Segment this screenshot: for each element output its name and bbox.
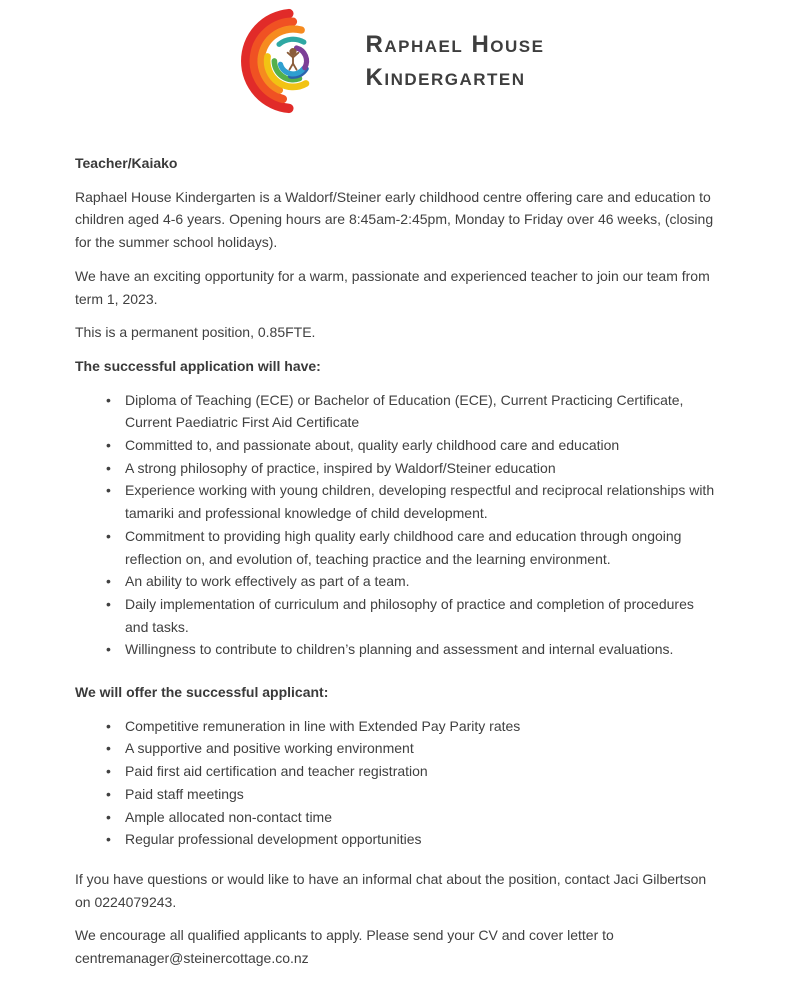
child-head xyxy=(290,49,295,54)
list-item: • An ability to work effectively as part of a team. xyxy=(75,570,717,593)
list-item: • Commitment to providing high quality early childhood care and education through ongoing reflection on, and evolution of, teaching practice and the learning environment. xyxy=(75,525,717,570)
list-item: • Competitive remuneration in line with Extended Pay Parity rates xyxy=(75,715,717,738)
offer-list xyxy=(75,715,717,851)
child-leg-right xyxy=(293,64,297,70)
list-item: • Willingness to contribute to children’s planning and assessment and internal evaluations. xyxy=(75,638,717,661)
requirements-list xyxy=(75,389,717,661)
document-body xyxy=(75,120,717,970)
job-title: Teacher/Kaiako xyxy=(75,155,178,171)
list-item: • Diploma of Teaching (ECE) or Bachelor of Education (ECE), Current Practicing Certificate, Current Paediatric First Aid Certificate xyxy=(75,389,717,434)
intro-paragraph: Raphael House Kindergarten is a Waldorf/Steiner early childhood centre offering care and education to children aged 4-6 years. Opening hours are 8:45am-2:45pm, Monday to Friday over 46 weeks, (closing for the summer school holidays). xyxy=(75,188,714,251)
child-figure-icon xyxy=(287,49,298,70)
logo-text xyxy=(366,28,545,94)
list-item: • Paid staff meetings xyxy=(75,783,717,806)
contact-paragraph: If you have questions or would like to have an informal chat about the position, contact Jaci Gilbertson on 0224079243. xyxy=(75,870,707,910)
logo-name-line2: Kindergarten xyxy=(365,64,526,91)
offer-heading: We will offer the successful applicant: xyxy=(75,684,329,701)
list-item: • Regular professional development opportunities xyxy=(75,828,717,851)
spiral-arc-purple xyxy=(296,48,306,68)
apply-paragraph: We encourage all qualified applicants to apply. Please send your CV and cover letter to centremanager@steinercottage.co.nz xyxy=(75,927,614,967)
list-item: • Committed to, and passionate about, quality early childhood care and education xyxy=(75,434,717,457)
spiral-arc-teal xyxy=(279,39,304,44)
list-item: • A supportive and positive working environment xyxy=(75,737,717,760)
rainbow-spiral-icon xyxy=(234,2,352,120)
requirements-heading: The successful application will have: xyxy=(75,357,321,374)
opportunity-paragraph: We have an exciting opportunity for a warm, passionate and experienced teacher to join our team from term 1, 2023. xyxy=(75,267,710,307)
list-item: • Experience working with young children, developing respectful and reciprocal relationships with tamariki and professional knowledge of child development. xyxy=(75,479,717,524)
list-item: • A strong philosophy of practice, inspired by Waldorf/Steiner education xyxy=(75,457,717,480)
logo-name-line1: Raphael House xyxy=(365,31,545,58)
list-item: • Paid first aid certification and teacher registration xyxy=(75,760,717,783)
list-item: • Daily implementation of curriculum and philosophy of practice and completion of procedures and tasks. xyxy=(75,593,717,638)
logo xyxy=(0,0,790,120)
list-item: • Ample allocated non-contact time xyxy=(75,806,717,829)
position-paragraph: This is a permanent position, 0.85FTE. xyxy=(75,324,316,341)
